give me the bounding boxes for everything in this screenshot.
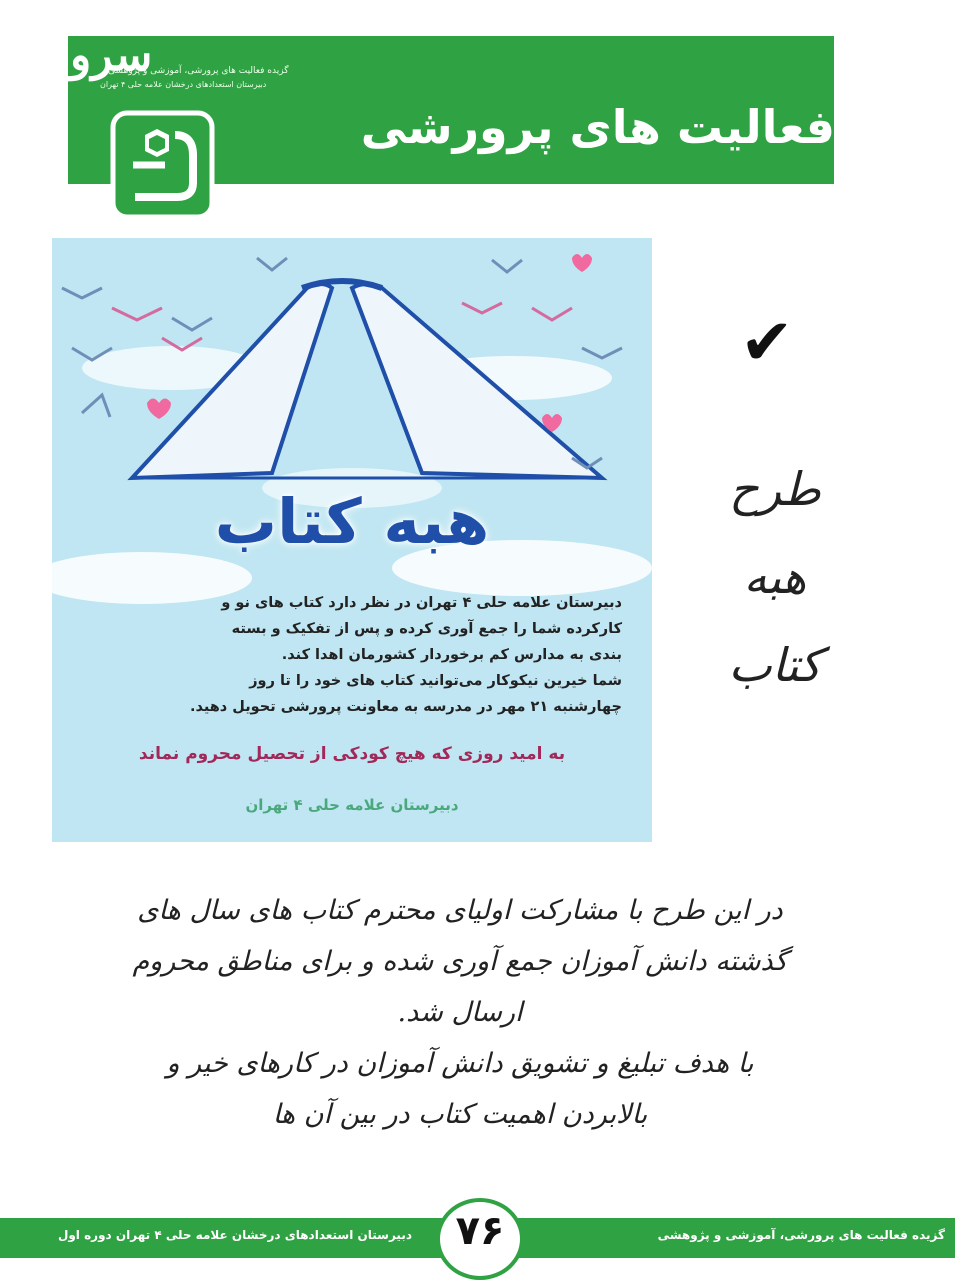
side-title-line: طرح [729, 462, 821, 516]
poster-body-line: بندی به مدارس کم برخوردار کشورمان اهدا کند. [281, 647, 622, 663]
description-line: بالابردن اهمیت کتاب در بین آن ها [272, 1099, 648, 1130]
description-line: گذشته دانش آموزان جمع آوری شده و برای مناطق محروم [132, 946, 788, 977]
poster-title: هبه کتاب [214, 485, 490, 558]
poster-hope-slogan: به امید روزی که هیچ کودکی از تحصیل محروم نماند [138, 744, 566, 764]
poster-school-name: دبیرستان علامه حلی ۴ تهران [245, 796, 459, 814]
brand-school: دبیرستان استعدادهای درخشان علامه حلی ۴ تهران [100, 80, 267, 89]
page-title: فعالیت های پرورشی [360, 100, 835, 154]
page-number: ۷۶ [455, 1208, 505, 1254]
school-emblem-icon [105, 105, 220, 225]
side-title-line: هبه [743, 550, 807, 604]
poster-body-line: کارکرده شما را جمع آوری کرده و پس از تفکیک و بسته [231, 621, 622, 637]
description-line: در این طرح با مشارکت اولیای محترم کتاب های سال های [137, 895, 783, 926]
poster-body-line: شما خیرین نیکوکار می‌توانید کتاب های خود را تا روز [249, 673, 622, 689]
description-line: با هدف تبلیغ و تشویق دانش آموزان در کارهای خیر و [166, 1048, 754, 1079]
side-title-line: کتاب [728, 638, 822, 692]
poster-body-line: دبیرستان علامه حلی ۴ تهران در نظر دارد کتاب های نو و [221, 595, 622, 611]
footer-collection-title: گزیده فعالیت های پرورشی، آموزشی و پژوهشی [657, 1228, 945, 1242]
check-mark-icon: ✔ [740, 306, 794, 380]
poster-body [92, 590, 622, 720]
brand-logo-text: سرو [70, 30, 153, 81]
description-paragraph [80, 885, 840, 1140]
brand-subtitle: گزیده فعالیت های پرورشی، آموزشی و پژوهشی [108, 66, 289, 76]
footer-school-name: دبیرستان استعدادهای درخشان علامه حلی ۴ تهران دوره اول [57, 1228, 412, 1242]
poster-body-line: چهارشنبه ۲۱ مهر در مدرسه به معاونت پرورشی تحویل دهید. [189, 699, 622, 715]
side-title [690, 445, 860, 709]
description-line: ارسال شد. [397, 997, 523, 1028]
